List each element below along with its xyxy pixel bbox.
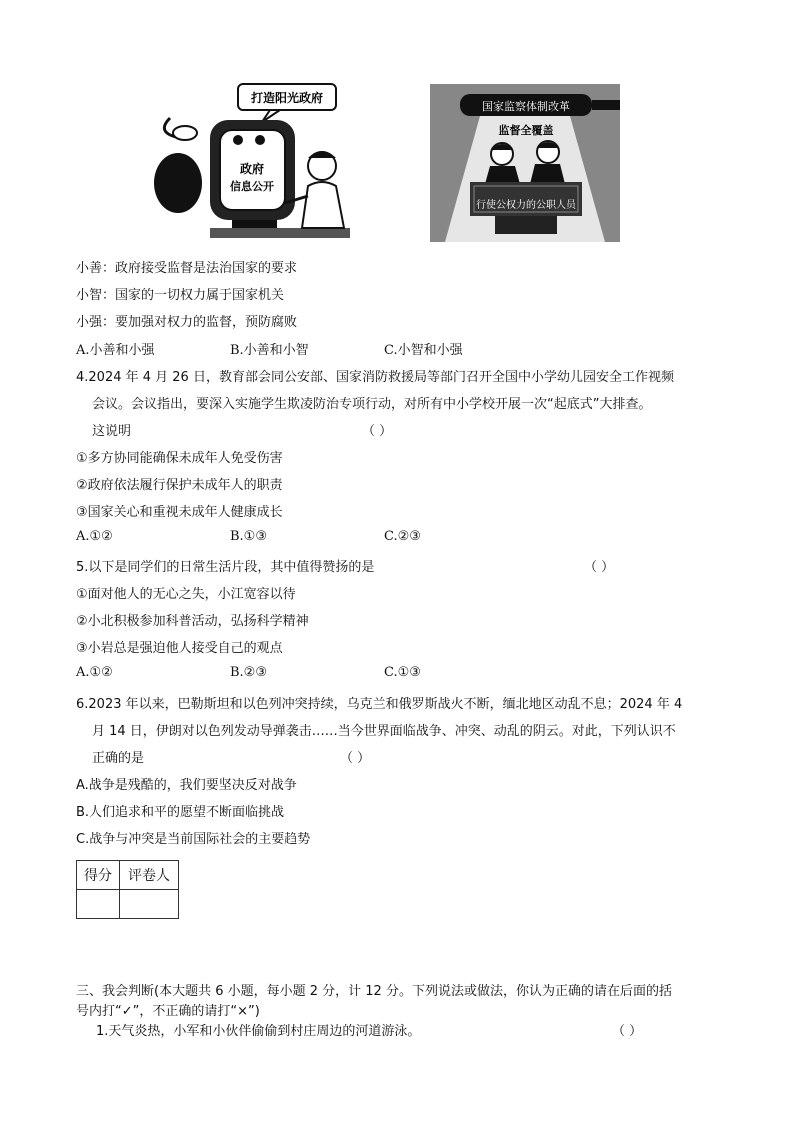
q3-item-3: 小强：要加强对权力的监督，预防腐败 [76,315,298,330]
grader-header: 评卷人 [120,861,179,890]
q6-option-c: C.战争与冲突是当前国际社会的主要趋势 [76,832,311,847]
section3-q1-bracket: （ ） [612,1024,643,1039]
cartoon-sunshine-government [150,78,350,243]
banner-text: 国家监察体制改革 [482,100,570,113]
q3-item-2: 小智：国家的一切权力属于国家机关 [76,288,285,303]
q6-stem-line3: 正确的是 [92,751,145,766]
q4-option-b: B.①③ [230,529,267,544]
q4-item-1: ①多方协同能确保未成年人免受伤害 [76,451,283,466]
q6-stem-line2: 月 14 日，伊朗对以色列发动导弹袭击……当今世界面临战争、冲突、动乱的阴云。对此，下列认识不 [92,724,676,739]
score-cell[interactable] [77,890,120,919]
q4-item-2: ②政府依法履行保护未成年人的职责 [76,478,283,493]
q4-stem-line2: 会议。会议指出，要深入实施学生欺凌防治专项行动，对所有中小学校开展一次“起底式”大排查。 [92,397,652,412]
q4-stem-line1: 4.2024 年 4 月 26 日，教育部会同公安部、国家消防救援局等部门召开全国中小学幼儿园安全工作视频 [76,370,674,385]
q6-stem-line1: 6.2023 年以来，巴勒斯坦和以色列冲突持续，乌克兰和俄罗斯战火不断，缅北地区动乱不息；2024 年 4 [76,697,683,712]
grader-cell[interactable] [120,890,179,919]
q5-item-1: ①面对他人的无心之失，小江宽容以待 [76,587,296,602]
q6-answer-bracket: （ ） [340,751,371,766]
score-table [76,860,179,919]
light-label: 监督全覆盖 [498,124,554,137]
q3-item-1: 小善：政府接受监督是法治国家的要求 [76,261,298,276]
monitor-text-1: 政府 [239,162,265,176]
q3-option-c: C.小智和小强 [384,343,463,358]
q6-option-b: B.人们追求和平的愿望不断面临挑战 [76,805,285,820]
q5-option-c: C.①③ [384,665,421,680]
q5-option-a: A.①② [76,665,113,680]
desk-label: 行使公权力的公职人员 [476,200,576,211]
section3-q1: 1.天气炎热，小军和小伙伴偷偷到村庄周边的河道游泳。 [96,1024,421,1039]
q5-stem: 5.以下是同学们的日常生活片段，其中值得赞扬的是 [76,560,375,575]
q4-item-3: ③国家关心和重视未成年人健康成长 [76,505,283,520]
q4-option-a: A.①② [76,529,113,544]
section3-heading-line1: 三、我会判断(本大题共 6 小题，每小题 2 分，计 12 分。下列说法或做法，你认为正确的请在后面的括 [76,984,672,999]
q4-answer-bracket: （ ） [362,424,393,439]
q5-answer-bracket: （ ） [584,560,615,575]
section3-heading-line2: 号内打“✓”，不正确的请打“×”) [76,1004,260,1019]
monitor-text-2: 信息公开 [230,180,274,193]
q3-option-a: A.小善和小强 [76,343,155,358]
q6-option-a: A.战争是残酷的，我们要坚决反对战争 [76,778,297,793]
q4-stem-line3: 这说明 [92,424,132,439]
q5-item-3: ③小岩总是强迫他人接受自己的观点 [76,641,283,656]
cartoon-supervision-reform [430,84,620,242]
q5-item-2: ②小北积极参加科普活动，弘扬科学精神 [76,614,309,629]
q5-option-b: B.②③ [230,665,267,680]
score-header: 得分 [77,861,120,890]
speech-text: 打造阳光政府 [250,91,324,105]
q3-option-b: B.小善和小智 [230,343,309,358]
q4-option-c: C.②③ [384,529,421,544]
